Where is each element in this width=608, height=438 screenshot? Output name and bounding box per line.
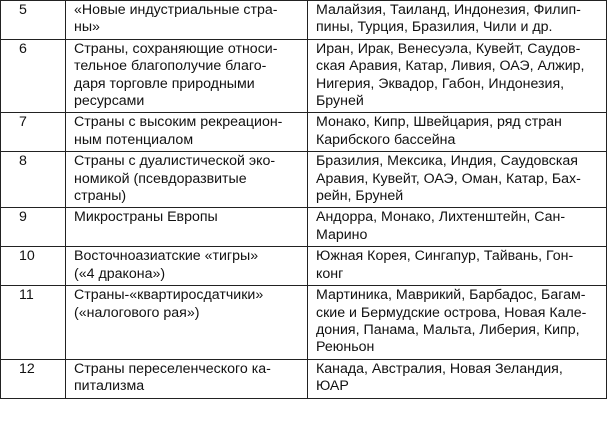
country-type-line: Восточноазиатские «тигры» [74,248,259,265]
country-type-line: даря торговле природными [74,75,255,92]
countries-line: Аравия, Кувейт, ОАЭ, Оман, Катар, Бах- [316,170,581,187]
countries-line: Монако, Кипр, Швейцария, ряд стран [316,114,562,131]
table-row [1,208,607,247]
country-type-line: Страны-«квартиросдатчики» [74,287,264,304]
countries-cell [308,39,607,113]
country-type-cell [66,247,308,286]
country-type-cell [66,208,308,247]
country-type-line: ресурсами [74,93,145,110]
country-type-line: Страны переселенческого ка- [74,360,271,377]
country-type-cell [66,113,308,152]
countries-line: рейн, Бруней [316,188,404,205]
countries-line: Малайзия, Таиланд, Индонезия, Филип- [316,2,581,18]
countries-line: Карибского бассейна [316,131,456,148]
row-number: 8 [1,152,66,208]
row-number: 7 [1,113,66,152]
table-body [1,1,607,399]
row-number: 9 [1,208,66,247]
row-number: 6 [1,39,66,113]
country-type-cell [66,39,308,113]
countries-line: Южная Корея, Сингапур, Тайвань, Гон- [316,248,574,265]
row-number: 11 [1,286,66,360]
countries-line: Андорра, Монако, Лихтенштейн, Сан- [316,209,566,226]
table-row [1,286,607,360]
countries-cell [308,286,607,360]
countries-line: Марино [316,226,368,243]
countries-cell [308,152,607,208]
row-number: 10 [1,247,66,286]
country-type-line: номикой (псевдоразвитые [74,170,247,187]
countries-line: конг [316,265,344,282]
countries-cell [308,113,607,152]
table-row [1,359,607,398]
countries-line: Нигерия, Эквадор, Габон, Индонезия, [316,75,565,92]
country-type-cell [66,1,308,40]
country-type-line: («4 дракона») [74,265,166,282]
country-type-line: ны» [74,19,100,36]
row-number: 5 [1,1,66,40]
country-type-line: тельное благополучие благо- [74,58,267,75]
country-type-line: «Новые индустриальные стра- [74,2,278,18]
country-type-line: («налогового рая») [74,304,200,321]
countries-cell [308,359,607,398]
country-type-line: страны) [74,188,127,205]
country-type-line: питализма [74,378,145,395]
table-row [1,39,607,113]
countries-line: Бруней [316,93,364,110]
table-row [1,152,607,208]
countries-line: ЮАР [316,378,349,395]
countries-line: пины, Турция, Бразилия, Чили и др. [316,19,553,36]
country-type-line: ным потенциалом [74,131,194,148]
countries-line: Мартиника, Маврикий, Барбадос, Багам- [316,287,586,304]
countries-cell [308,1,607,40]
countries-line: дония, Панама, Мальта, Либерия, Кипр, [316,321,580,338]
countries-line: ская Аравия, Катар, Ливия, ОАЭ, Алжир, [316,58,585,75]
table-row [1,247,607,286]
countries-cell [308,208,607,247]
countries-line: Иран, Ирак, Венесуэла, Кувейт, Саудов- [316,40,581,57]
countries-cell [308,247,607,286]
countries-line: Реюньон [316,339,375,356]
row-number: 12 [1,359,66,398]
country-type-line: Страны с высоким рекреацион- [74,114,283,131]
country-type-cell [66,152,308,208]
country-type-line: Микространы Европы [74,209,218,226]
table-row [1,113,607,152]
country-type-line: Страны, сохраняющие относи- [74,40,278,57]
country-type-line: Страны с дуалистической эко- [74,153,276,170]
country-type-cell [66,359,308,398]
table-row [1,1,607,40]
countries-line: Бразилия, Мексика, Индия, Саудовская [316,153,578,170]
countries-line: Канада, Австралия, Новая Зеландия, [316,360,563,377]
country-type-cell [66,286,308,360]
countries-line: ские и Бермудские острова, Новая Кале- [316,304,587,321]
